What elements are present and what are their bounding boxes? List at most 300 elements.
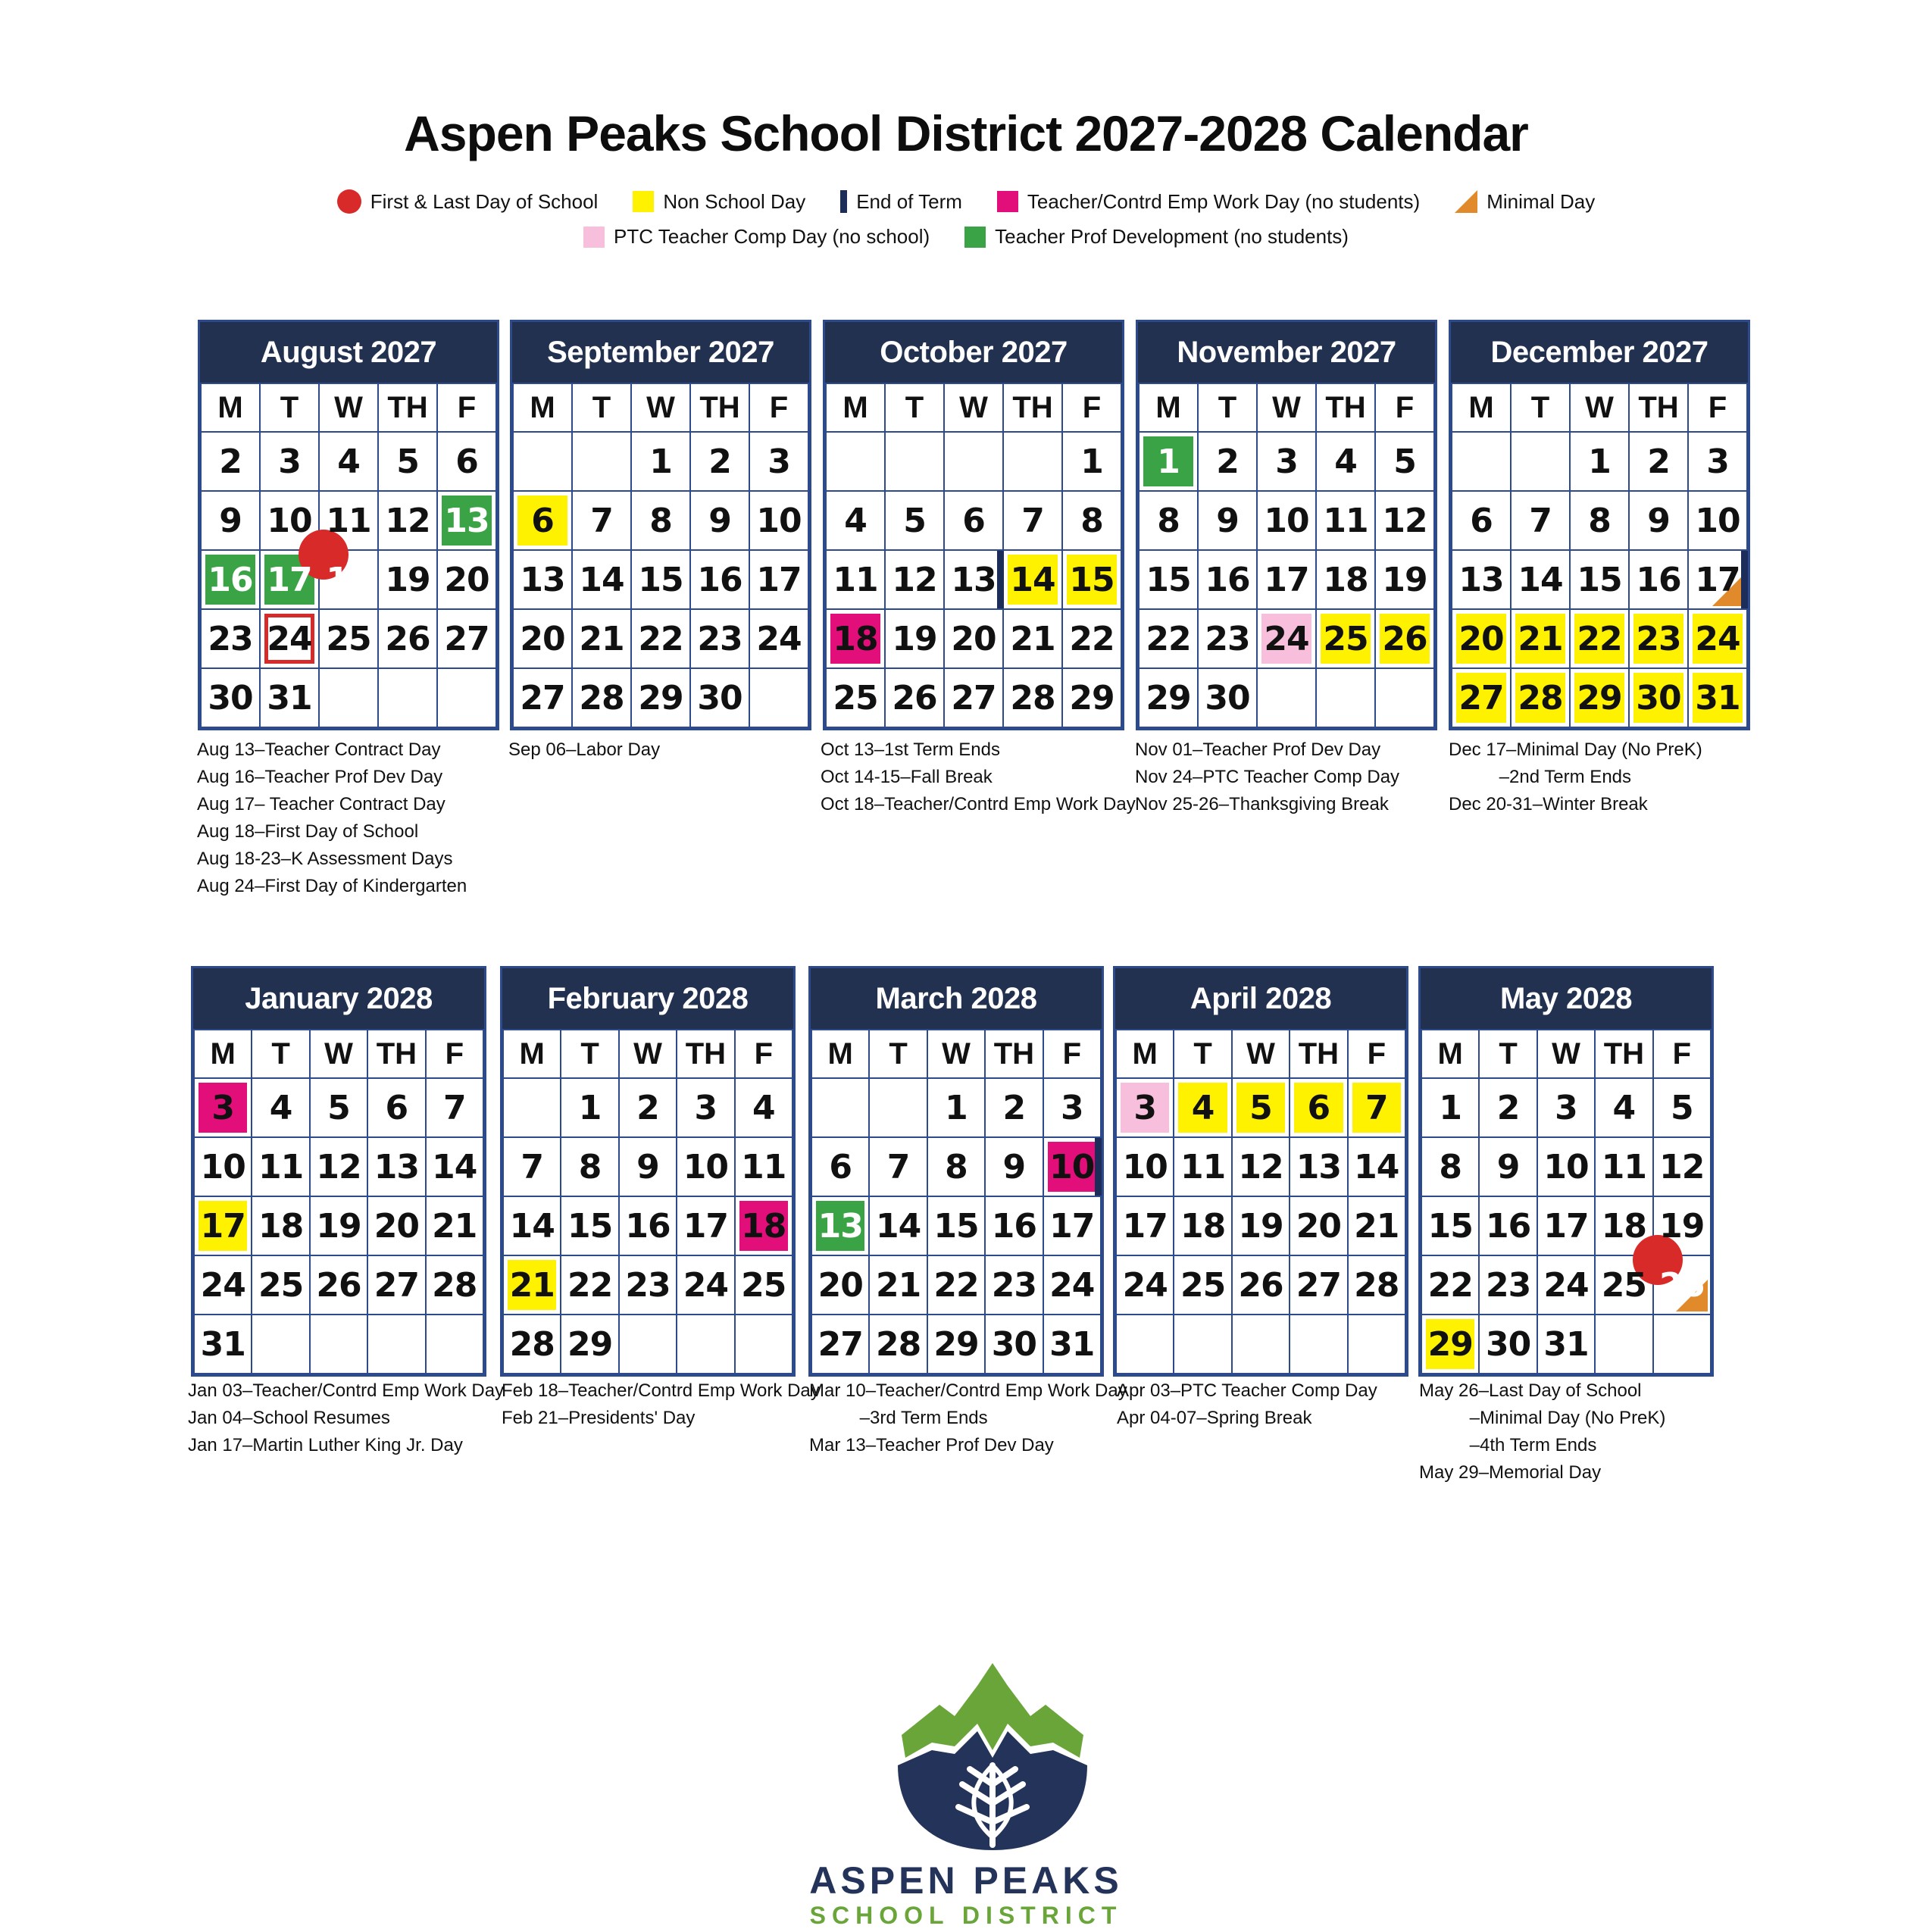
week-row — [1116, 1196, 1405, 1255]
note-line: Sep 06–Labor Day — [508, 739, 661, 760]
day-number: 2 — [219, 442, 242, 481]
day-cell — [319, 550, 378, 609]
day-cell — [260, 432, 319, 491]
day-cell — [194, 1196, 252, 1255]
day-cell — [513, 432, 572, 491]
day-number: 26 — [892, 678, 937, 717]
day-cell — [1570, 432, 1629, 491]
day-number: 20 — [520, 619, 565, 658]
day-number: 11 — [833, 560, 878, 599]
day-number: 27 — [1458, 678, 1504, 717]
day-cell — [201, 491, 260, 550]
day-cell — [631, 609, 690, 668]
day-number: 24 — [1049, 1265, 1095, 1305]
legend-label: End of Term — [856, 189, 962, 213]
day-number: 25 — [741, 1265, 786, 1305]
week-row — [1452, 432, 1747, 491]
day-cell — [869, 1078, 927, 1137]
day-number: 19 — [1238, 1206, 1283, 1246]
month-title: January 2028 — [193, 968, 484, 1029]
day-cell — [927, 1255, 985, 1315]
day-cell — [690, 550, 749, 609]
day-cell — [1688, 550, 1747, 609]
day-cell — [1232, 1078, 1290, 1137]
day-cell — [260, 609, 319, 668]
day-cell — [426, 1078, 483, 1137]
day-number: 20 — [374, 1206, 419, 1246]
day-cell — [1043, 1078, 1101, 1137]
day-cell — [1653, 1255, 1711, 1315]
day-number: 23 — [1636, 619, 1681, 658]
legend-label: PTC Teacher Comp Day (no school) — [614, 225, 930, 248]
day-cell — [619, 1078, 677, 1137]
day-cell — [252, 1196, 309, 1255]
note-line: Nov 25-26–Thanksgiving Break — [1135, 794, 1389, 814]
day-cell — [1116, 1255, 1174, 1315]
day-cell — [1653, 1315, 1711, 1374]
day-cell — [1198, 432, 1257, 491]
day-cell — [513, 491, 572, 550]
week-row — [1452, 668, 1747, 727]
day-cell — [1174, 1315, 1231, 1374]
day-number: 29 — [933, 1324, 979, 1364]
day-cell — [631, 491, 690, 550]
day-number: 17 — [200, 1206, 245, 1246]
note-line: Apr 03–PTC Teacher Comp Day — [1117, 1380, 1377, 1401]
week-row — [826, 668, 1121, 727]
weekday-header: M — [503, 1030, 561, 1078]
day-cell — [1511, 609, 1570, 668]
note-line: Mar 10–Teacher/Contrd Emp Work Day — [809, 1380, 1127, 1401]
day-cell — [503, 1255, 561, 1315]
day-number: 29 — [1069, 678, 1114, 717]
day-cell — [310, 1078, 367, 1137]
day-cell — [677, 1078, 734, 1137]
day-cell — [1232, 1255, 1290, 1315]
note-line: Jan 03–Teacher/Contrd Emp Work Day — [188, 1380, 505, 1401]
day-number: 2 — [1496, 1088, 1520, 1127]
day-cell — [1688, 609, 1747, 668]
weekday-header: W — [1232, 1030, 1290, 1078]
day-number: 31 — [267, 678, 312, 717]
day-cell — [561, 1315, 618, 1374]
day-cell — [437, 491, 496, 550]
day-number: 10 — [756, 501, 802, 540]
day-cell — [1629, 609, 1688, 668]
legend-row-2 — [0, 225, 1932, 249]
day-cell — [885, 432, 944, 491]
day-number: 16 — [991, 1206, 1036, 1246]
day-number: 8 — [1157, 501, 1180, 540]
month-calendar — [198, 320, 499, 730]
day-cell — [1062, 491, 1121, 550]
day-cell — [1421, 1196, 1479, 1255]
note-line: Aug 18–First Day of School — [197, 821, 419, 842]
day-cell — [826, 491, 885, 550]
day-cell — [677, 1255, 734, 1315]
day-number: 10 — [1049, 1147, 1095, 1186]
legend-label: Non School Day — [663, 189, 806, 213]
week-row — [513, 432, 808, 491]
day-cell — [319, 668, 378, 727]
day-cell — [378, 491, 437, 550]
day-cell — [437, 609, 496, 668]
day-cell — [811, 1078, 869, 1137]
week-row — [201, 668, 496, 727]
week-row — [513, 491, 808, 550]
day-cell — [1375, 609, 1434, 668]
day-cell — [1290, 1255, 1347, 1315]
day-number: 16 — [1205, 560, 1250, 599]
month-grid — [1115, 1029, 1406, 1374]
day-number: 7 — [1021, 501, 1044, 540]
day-cell — [1375, 550, 1434, 609]
district-logo-icon — [886, 1652, 1099, 1856]
day-cell — [1511, 432, 1570, 491]
day-cell — [735, 1255, 792, 1315]
day-cell — [690, 491, 749, 550]
day-number: 23 — [208, 619, 253, 658]
day-cell — [1257, 491, 1316, 550]
day-number: 25 — [326, 619, 371, 658]
day-cell — [944, 550, 1003, 609]
day-number: 13 — [374, 1147, 419, 1186]
day-cell — [1198, 609, 1257, 668]
day-number: 25 — [1601, 1265, 1646, 1305]
day-number: 21 — [875, 1265, 921, 1305]
day-cell — [1139, 550, 1198, 609]
day-number: 28 — [579, 678, 624, 717]
day-cell — [1174, 1078, 1231, 1137]
day-cell — [927, 1078, 985, 1137]
day-number: 7 — [590, 501, 613, 540]
month-title: April 2028 — [1115, 968, 1406, 1029]
day-cell — [1139, 432, 1198, 491]
day-number: 2 — [1647, 442, 1670, 481]
month-notes — [188, 1377, 504, 1459]
day-number: 10 — [683, 1147, 728, 1186]
day-cell — [1570, 491, 1629, 550]
note-line: May 29–Memorial Day — [1419, 1462, 1602, 1483]
day-cell — [619, 1196, 677, 1255]
week-row — [201, 550, 496, 609]
day-cell — [735, 1078, 792, 1137]
month-notes — [809, 1377, 1127, 1459]
day-cell — [811, 1196, 869, 1255]
day-cell — [378, 609, 437, 668]
day-cell — [1316, 668, 1375, 727]
day-cell — [1629, 668, 1688, 727]
month-title: February 2028 — [502, 968, 793, 1029]
day-number: 4 — [844, 501, 867, 540]
day-number: 3 — [1706, 442, 1729, 481]
day-cell — [735, 1137, 792, 1196]
day-cell — [1452, 609, 1511, 668]
week-row — [1116, 1078, 1405, 1137]
day-cell — [1316, 609, 1375, 668]
day-cell — [735, 1315, 792, 1374]
day-number: 17 — [756, 560, 802, 599]
day-number: 18 — [1601, 1206, 1646, 1246]
day-cell — [619, 1137, 677, 1196]
day-number: 3 — [767, 442, 790, 481]
day-number: 11 — [1323, 501, 1368, 540]
day-cell — [572, 432, 631, 491]
day-cell — [1062, 432, 1121, 491]
day-cell — [927, 1137, 985, 1196]
day-cell — [1537, 1137, 1595, 1196]
weekday-header: T — [1511, 383, 1570, 432]
month-grid — [193, 1029, 484, 1374]
day-cell — [677, 1137, 734, 1196]
day-cell — [1537, 1255, 1595, 1315]
day-number: 18 — [1180, 1206, 1226, 1246]
week-row — [503, 1078, 792, 1137]
day-number: 5 — [1393, 442, 1416, 481]
day-number: 15 — [638, 560, 683, 599]
weekday-header: F — [1348, 1030, 1405, 1078]
day-number: 6 — [829, 1147, 852, 1186]
day-number: 1 — [1157, 442, 1180, 481]
day-number: 4 — [269, 1088, 292, 1127]
month-calendar — [808, 966, 1104, 1377]
week-row — [1452, 491, 1747, 550]
day-number: 1 — [1439, 1088, 1462, 1127]
weekday-header: M — [826, 383, 885, 432]
day-cell — [1511, 668, 1570, 727]
day-number: 4 — [752, 1088, 775, 1127]
day-number: 25 — [1180, 1265, 1226, 1305]
day-number: 16 — [1636, 560, 1681, 599]
day-number: 3 — [1555, 1088, 1577, 1127]
weekday-header: T — [252, 1030, 309, 1078]
day-number: 11 — [258, 1147, 304, 1186]
month-calendar — [1449, 320, 1750, 730]
month-notes — [508, 736, 660, 764]
day-cell — [1452, 550, 1511, 609]
day-number: 22 — [1069, 619, 1114, 658]
week-row — [1452, 609, 1747, 668]
day-number: 30 — [1485, 1324, 1531, 1364]
day-cell — [985, 1137, 1043, 1196]
day-number: 31 — [200, 1324, 245, 1364]
day-number: 14 — [1518, 560, 1563, 599]
day-number: 7 — [521, 1147, 543, 1186]
day-number: 27 — [951, 678, 996, 717]
day-number: 6 — [1307, 1088, 1330, 1127]
day-number: 12 — [1659, 1147, 1705, 1186]
weekday-header: M — [1116, 1030, 1174, 1078]
day-cell — [1479, 1196, 1537, 1255]
day-number: 22 — [638, 619, 683, 658]
day-cell — [367, 1315, 425, 1374]
day-number: 4 — [337, 442, 360, 481]
day-cell — [367, 1137, 425, 1196]
day-cell — [869, 1315, 927, 1374]
month-calendar — [1136, 320, 1437, 730]
day-cell — [1452, 668, 1511, 727]
note-line: Aug 17– Teacher Contract Day — [197, 794, 445, 814]
weekday-header: F — [1375, 383, 1434, 432]
day-cell — [1232, 1196, 1290, 1255]
weekday-header: TH — [1316, 383, 1375, 432]
legend-swatch-icon — [633, 191, 654, 212]
day-cell — [826, 609, 885, 668]
day-cell — [252, 1315, 309, 1374]
week-row — [513, 609, 808, 668]
day-number: 20 — [951, 619, 996, 658]
day-cell — [378, 668, 437, 727]
page-title: Aspen Peaks School District 2027-2028 Calendar — [404, 105, 1528, 161]
day-number: 24 — [756, 619, 802, 658]
month-grid — [1138, 383, 1435, 728]
day-number: 8 — [1080, 501, 1103, 540]
week-row — [1452, 550, 1747, 609]
weekday-header: TH — [1629, 383, 1688, 432]
legend-swatch-icon — [964, 227, 986, 248]
day-cell — [1688, 668, 1747, 727]
weekday-header: T — [869, 1030, 927, 1078]
day-cell — [1116, 1196, 1174, 1255]
day-cell — [631, 668, 690, 727]
day-number: 29 — [567, 1324, 613, 1364]
day-cell — [561, 1078, 618, 1137]
month-calendar — [510, 320, 811, 730]
week-row — [194, 1315, 483, 1374]
week-row — [201, 609, 496, 668]
day-number: 24 — [267, 619, 312, 658]
weekday-header: W — [310, 1030, 367, 1078]
day-cell — [201, 668, 260, 727]
day-cell — [1139, 609, 1198, 668]
day-number: 24 — [683, 1265, 728, 1305]
day-number: 13 — [1296, 1147, 1341, 1186]
weekday-header: M — [201, 383, 260, 432]
day-number: 16 — [625, 1206, 671, 1246]
week-row — [1139, 432, 1434, 491]
day-cell — [561, 1255, 618, 1315]
end-of-term-marker — [1095, 1138, 1102, 1196]
day-number: 26 — [316, 1265, 361, 1305]
weekday-header: TH — [378, 383, 437, 432]
day-cell — [690, 609, 749, 668]
day-cell — [1375, 432, 1434, 491]
day-number: 22 — [1577, 619, 1622, 658]
day-number: 6 — [385, 1088, 408, 1127]
day-cell — [1537, 1196, 1595, 1255]
day-number: 15 — [1427, 1206, 1473, 1246]
day-cell — [749, 550, 808, 609]
day-number: 9 — [1496, 1147, 1520, 1186]
day-cell — [1116, 1078, 1174, 1137]
day-number: 27 — [818, 1324, 863, 1364]
day-number: 16 — [697, 560, 742, 599]
day-cell — [194, 1315, 252, 1374]
day-number: 2 — [1216, 442, 1239, 481]
day-number: 8 — [649, 501, 672, 540]
day-cell — [1116, 1315, 1174, 1374]
week-row — [194, 1196, 483, 1255]
day-number: 17 — [267, 560, 312, 599]
day-number: 28 — [875, 1324, 921, 1364]
day-cell — [1232, 1315, 1290, 1374]
week-row — [503, 1196, 792, 1255]
day-cell — [1421, 1137, 1479, 1196]
week-row — [811, 1255, 1101, 1315]
weekday-header: TH — [690, 383, 749, 432]
month-calendar — [1418, 966, 1714, 1377]
day-number: 25 — [833, 678, 878, 717]
day-number: 21 — [579, 619, 624, 658]
month-notes — [1449, 736, 1702, 818]
month-grid — [502, 1029, 793, 1374]
day-cell — [1043, 1196, 1101, 1255]
day-cell — [513, 668, 572, 727]
day-cell — [319, 609, 378, 668]
day-cell — [1595, 1078, 1652, 1137]
weekday-header: T — [561, 1030, 618, 1078]
day-number: 20 — [1296, 1206, 1341, 1246]
month-title: September 2027 — [512, 322, 809, 383]
day-number: 25 — [1323, 619, 1368, 658]
day-cell — [1629, 491, 1688, 550]
weekday-header: W — [927, 1030, 985, 1078]
day-number: 29 — [1146, 678, 1191, 717]
day-cell — [1043, 1255, 1101, 1315]
day-cell — [1257, 609, 1316, 668]
day-number: 3 — [1275, 442, 1298, 481]
day-number: 17 — [1264, 560, 1309, 599]
week-row — [1421, 1137, 1711, 1196]
day-cell — [1595, 1137, 1652, 1196]
day-cell — [885, 491, 944, 550]
weekday-header: M — [1452, 383, 1511, 432]
day-cell — [201, 550, 260, 609]
day-cell — [1290, 1137, 1347, 1196]
day-cell — [1421, 1315, 1479, 1374]
day-cell — [1174, 1255, 1231, 1315]
day-cell — [749, 668, 808, 727]
day-cell — [885, 668, 944, 727]
day-cell — [826, 550, 885, 609]
day-number: 5 — [903, 501, 926, 540]
weekday-header: F — [1043, 1030, 1101, 1078]
day-cell — [1537, 1078, 1595, 1137]
day-cell — [811, 1137, 869, 1196]
day-number: 6 — [1470, 501, 1493, 540]
day-number: 23 — [1205, 619, 1250, 658]
month-notes — [1135, 736, 1399, 818]
end-of-term-marker — [1741, 551, 1748, 608]
week-row — [811, 1078, 1101, 1137]
day-cell — [437, 668, 496, 727]
weekday-header: W — [944, 383, 1003, 432]
weekday-header: W — [1257, 383, 1316, 432]
day-number: 11 — [741, 1147, 786, 1186]
month-grid — [811, 1029, 1102, 1374]
day-number: 13 — [1458, 560, 1504, 599]
day-cell — [1348, 1078, 1405, 1137]
weekday-header: T — [1174, 1030, 1231, 1078]
day-cell — [1570, 668, 1629, 727]
day-number: 10 — [1543, 1147, 1589, 1186]
day-number: 29 — [638, 678, 683, 717]
day-cell — [1062, 550, 1121, 609]
day-cell — [944, 609, 1003, 668]
day-number: 16 — [1485, 1206, 1531, 1246]
day-cell — [1174, 1196, 1231, 1255]
day-number: 23 — [1485, 1265, 1531, 1305]
